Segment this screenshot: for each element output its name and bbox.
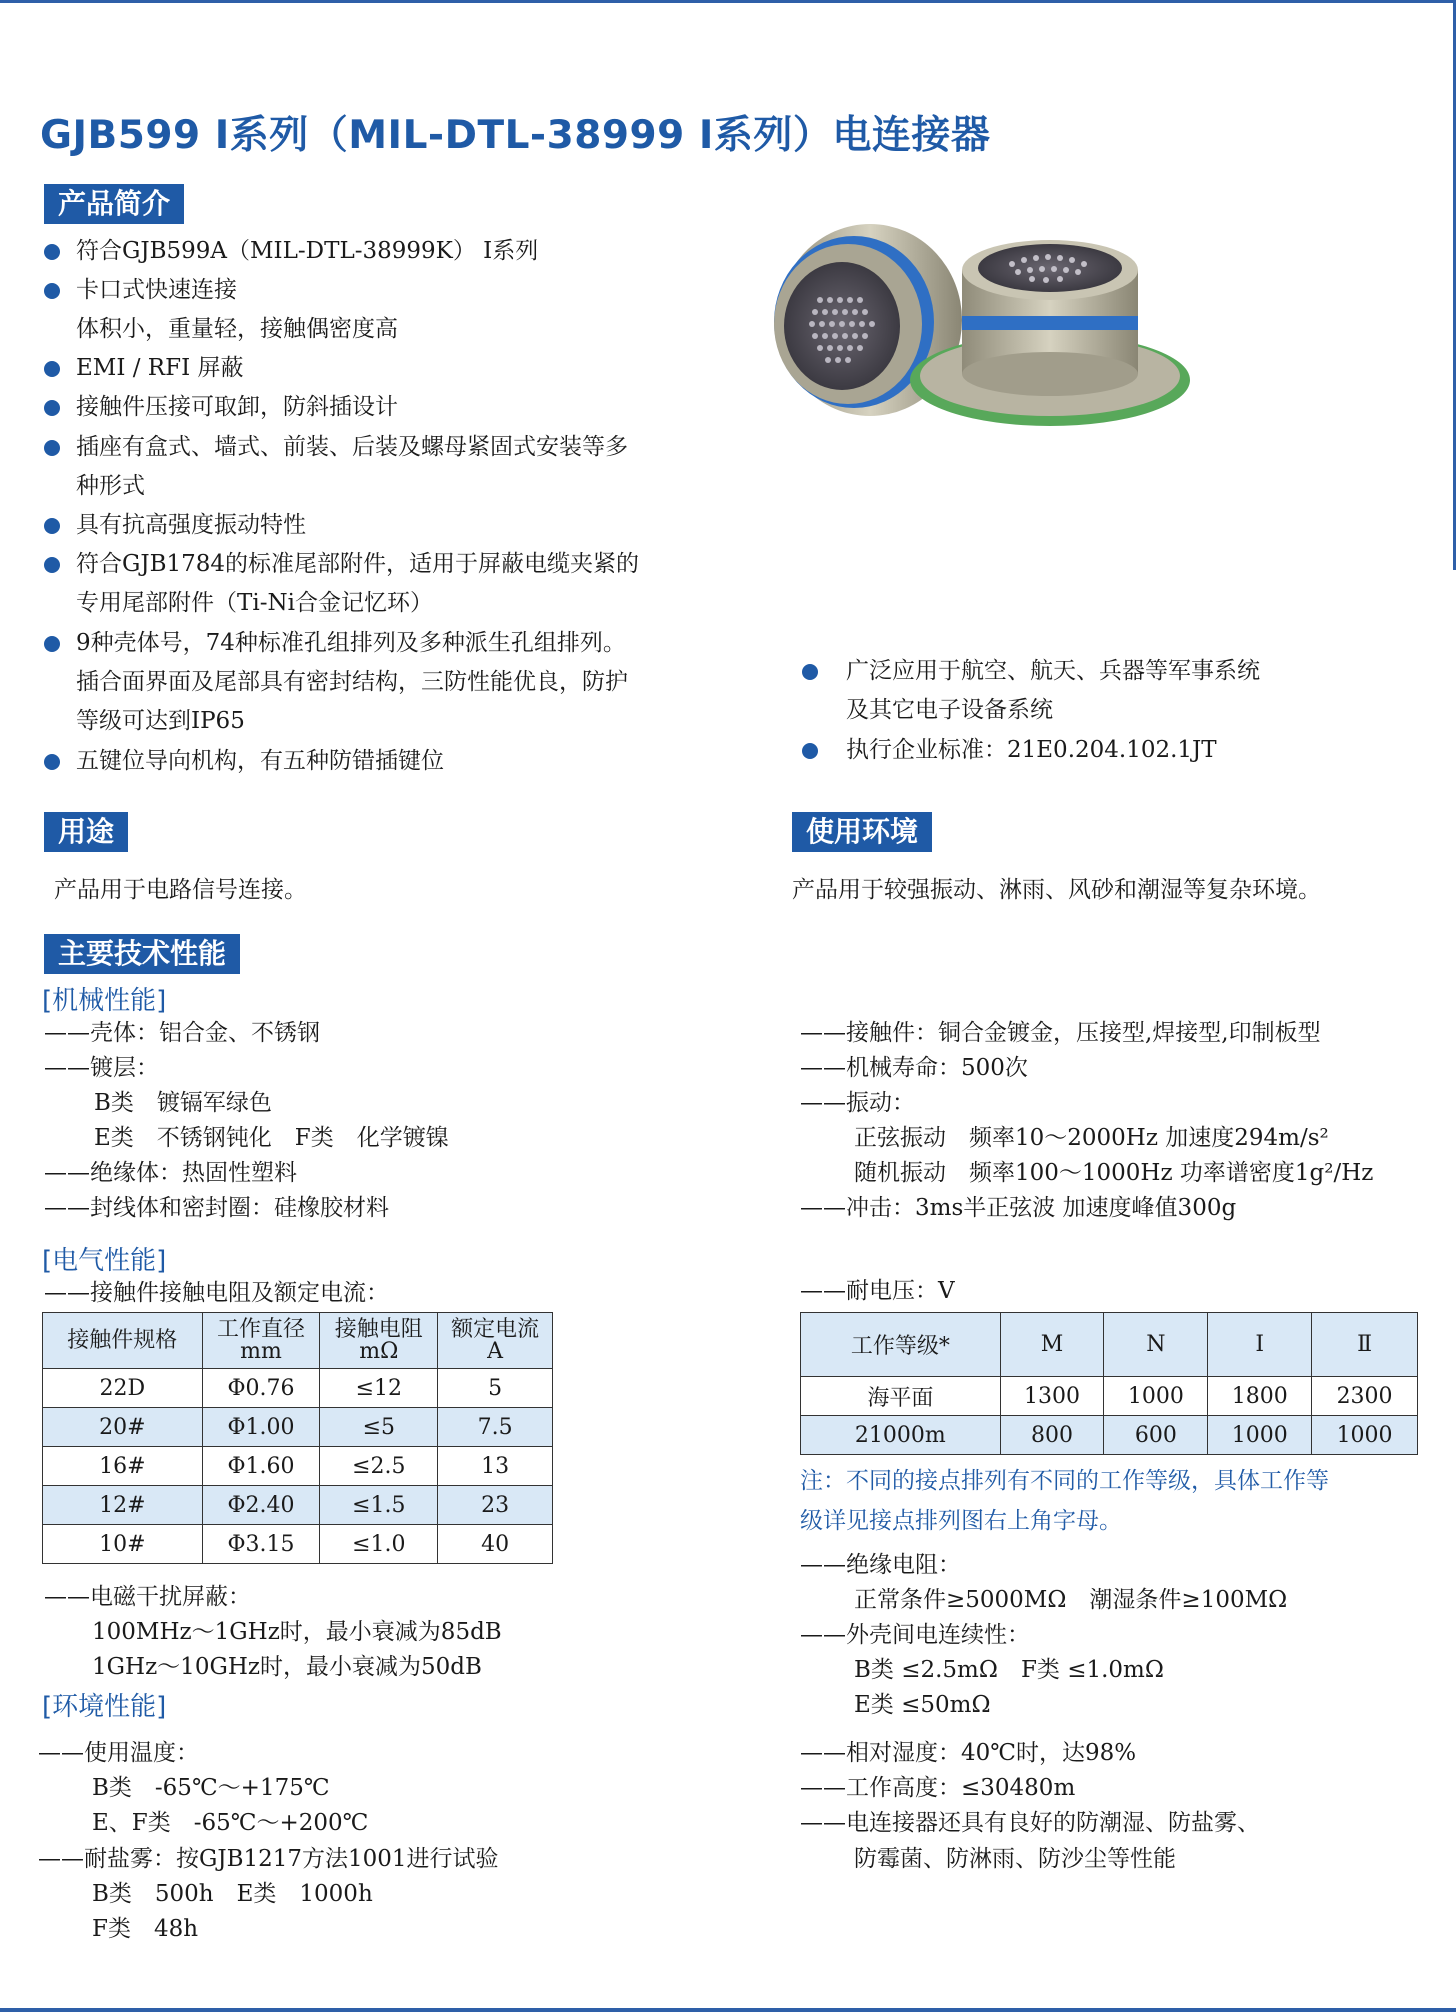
table-cell: Φ3.15 [202,1525,320,1564]
table-cell: 1000 [1312,1416,1418,1455]
voltage-note: 注：不同的接点排列有不同的工作等级，具体工作等 [800,1468,1329,1494]
table-cell: ≤2.5 [320,1447,438,1486]
intro-bullet: 9种壳体号，74种标准孔组排列及多种派生孔组排列。 [76,630,626,656]
table-row [43,1525,553,1564]
env-item: B类 500h E类 1000h [92,1881,373,1907]
table-header-cell: 额定电流 A [438,1313,553,1369]
intro-bullet: 符合GJB599A（MIL-DTL-38999K） Ⅰ系列 [76,238,539,264]
elec-item: B类 ≤2.5mΩ F类 ≤1.0mΩ [854,1657,1164,1683]
env-item: F类 48h [92,1916,199,1942]
intro-bullet-cont: 及其它电子设备系统 [846,697,1053,723]
table-row [43,1486,553,1525]
intro-bullet: 执行企业标准：21E0.204.102.1JT [846,737,1217,763]
env-item: ——工作高度：≤30480m [800,1775,1076,1801]
emi-item: ——电磁干扰屏蔽： [44,1584,251,1610]
table-cell: 16# [43,1447,203,1486]
intro-bullet: 卡口式快速连接 [76,277,237,303]
table-header-cell: Ⅱ [1312,1313,1418,1377]
table-cell: ≤12 [320,1369,438,1408]
table-cell: 10# [43,1525,203,1564]
table-cell: 800 [1000,1416,1104,1455]
table-header-cell: N [1104,1313,1208,1377]
table-cell: Φ2.40 [202,1486,320,1525]
table-cell: 海平面 [801,1377,1001,1416]
intro-bullet: EMI / RFI 屏蔽 [76,355,244,381]
table-header-row [43,1313,553,1369]
bottom-border [0,2008,1456,2012]
table-row [801,1416,1418,1455]
mech-item: E类 不锈钢钝化 F类 化学镀镍 [94,1125,449,1151]
env-item: ——电连接器还具有良好的防潮湿、防盐雾、 [800,1810,1260,1836]
env-item: B类 -65℃～+175℃ [92,1775,330,1801]
table-cell: Φ1.60 [202,1447,320,1486]
elec-item: ——外壳间电连续性： [800,1622,1030,1648]
contact-table [42,1312,553,1564]
table-cell: 22D [43,1369,203,1408]
bullet-icon [44,283,60,299]
bullet-icon [44,361,60,377]
table-row [43,1369,553,1408]
table-header-cell: 接触电阻 mΩ [320,1313,438,1369]
table-cell: Φ0.76 [202,1369,320,1408]
mech-item: B类 镀镉军绿色 [94,1090,272,1116]
bullet-icon [44,400,60,416]
mech-item: ——机械寿命：500次 [800,1055,1028,1081]
page-title: GJB599 Ⅰ系列（MIL-DTL-38999 Ⅰ系列）电连接器 [40,113,991,158]
mech-item: ——绝缘体：热固性塑料 [44,1160,297,1186]
table-row [43,1447,553,1486]
intro-bullet: 具有抗高强度振动特性 [76,512,306,538]
table-cell: 2300 [1312,1377,1418,1416]
table-cell: 1000 [1104,1377,1208,1416]
table-cell: 1000 [1208,1416,1312,1455]
table-cell: ≤5 [320,1408,438,1447]
emi-item: 1GHz～10GHz时，最小衰减为50dB [92,1654,482,1680]
mech-item: ——接触件：铜合金镀金，压接型,焊接型,印制板型 [800,1020,1321,1046]
section-tech-heading: 主要技术性能 [44,934,240,974]
table-header-cell: Ⅰ [1208,1313,1312,1377]
mech-item: ——封线体和密封圈：硅橡胶材料 [44,1195,389,1221]
bullet-icon [44,518,60,534]
bullet-icon [44,244,60,260]
table-cell: 23 [438,1486,553,1525]
voltage-table [800,1312,1418,1455]
elec-heading: [电气性能] [42,1246,167,1276]
table-header-row [801,1313,1418,1377]
table-cell: 5 [438,1369,553,1408]
section-environment-heading: 使用环境 [792,812,932,852]
table-cell: 600 [1104,1416,1208,1455]
table-header-cell: M [1000,1313,1104,1377]
section-usage-heading: 用途 [44,812,128,852]
table-cell: 40 [438,1525,553,1564]
table-cell: Φ1.00 [202,1408,320,1447]
table-header-cell: 接触件规格 [43,1313,203,1369]
intro-bullet: 五键位导向机构，有五种防错插键位 [76,748,444,774]
usage-text: 产品用于电路信号连接。 [54,877,307,903]
elec-item: 正常条件≥5000MΩ 潮湿条件≥100MΩ [854,1587,1288,1613]
bullet-icon [802,664,818,680]
table-header-cell: 工作等级* [801,1313,1001,1377]
mech-item: ——镀层： [44,1055,159,1081]
bullet-icon [44,754,60,770]
environment-text: 产品用于较强振动、淋雨、风砂和潮湿等复杂环境。 [792,877,1321,903]
intro-bullet-cont: 专用尾部附件（Ti-Ni合金记忆环） [76,590,433,616]
intro-bullet-cont: 体积小，重量轻，接触偶密度高 [76,316,398,342]
table-cell: 21000m [801,1416,1001,1455]
table-cell: 1800 [1208,1377,1312,1416]
table-row [801,1377,1418,1416]
bullet-icon [44,440,60,456]
elec-item: E类 ≤50mΩ [854,1692,991,1718]
intro-bullet-cont: 插合面界面及尾部具有密封结构，三防性能优良，防护 [76,669,628,695]
table-cell: 13 [438,1447,553,1486]
mech-item: ——振动： [800,1090,915,1116]
bullet-icon [44,636,60,652]
table-cell: 12# [43,1486,203,1525]
top-border [0,0,1456,3]
intro-bullet-cont: 种形式 [76,473,145,499]
env-item: E、F类 -65℃～+200℃ [92,1810,369,1836]
intro-bullet: 符合GJB1784的标准尾部附件，适用于屏蔽电缆夹紧的 [76,551,640,577]
section-intro-heading: 产品简介 [44,184,184,224]
table-cell: ≤1.0 [320,1525,438,1564]
env-item: ——相对湿度：40℃时，达98% [800,1740,1137,1766]
voltage-caption: ——耐电压：V [800,1278,955,1304]
table-cell: 20# [43,1408,203,1447]
table-cell: ≤1.5 [320,1486,438,1525]
env-item: ——耐盐雾：按GJB1217方法1001进行试验 [38,1846,499,1872]
intro-bullet: 接触件压接可取卸，防斜插设计 [76,394,398,420]
env-item: ——使用温度： [38,1740,199,1766]
intro-bullet: 广泛应用于航空、航天、兵器等军事系统 [846,658,1260,684]
env-heading: [环境性能] [42,1692,167,1722]
intro-bullet: 插座有盒式、墙式、前装、后装及螺母紧固式安装等多 [76,434,628,460]
bullet-icon [44,557,60,573]
env-item: 防霉菌、防淋雨、防沙尘等性能 [854,1846,1176,1872]
table-cell: 7.5 [438,1408,553,1447]
connector-photo [750,210,1230,470]
mech-item: ——冲击：3ms半正弦波 加速度峰值300g [800,1195,1237,1221]
voltage-note: 级详见接点排列图右上角字母。 [800,1508,1122,1534]
intro-bullet-cont: 等级可达到IP65 [76,708,245,734]
emi-item: 100MHz～1GHz时，最小衰减为85dB [92,1619,502,1645]
mech-item: 正弦振动 频率10～2000Hz 加速度294m/s² [854,1125,1329,1151]
bullet-icon [802,743,818,759]
table-row [43,1408,553,1447]
contact-table-caption: ——接触件接触电阻及额定电流： [44,1280,389,1306]
elec-item: ——绝缘电阻： [800,1552,961,1578]
table-header-cell: 工作直径 mm [202,1313,320,1369]
mech-item: 随机振动 频率100～1000Hz 功率谱密度1g²/Hz [854,1160,1374,1186]
mech-item: ——壳体：铝合金、不锈钢 [44,1020,320,1046]
table-cell: 1300 [1000,1377,1104,1416]
mech-heading: [机械性能] [42,986,167,1016]
